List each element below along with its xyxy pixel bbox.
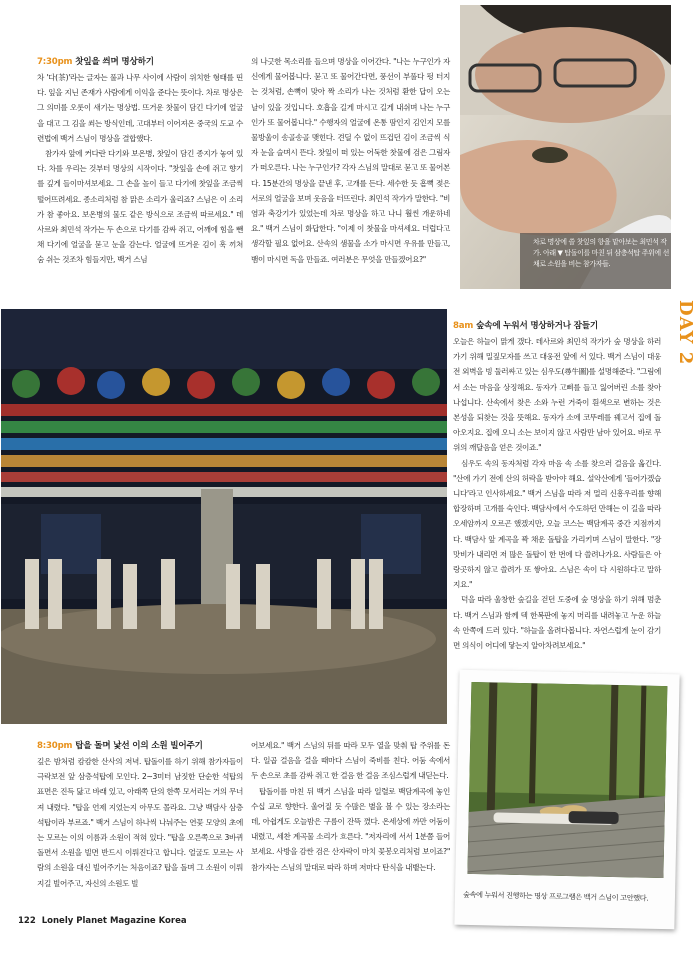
forest-illustration <box>467 682 667 878</box>
paragraph: 참가자 앞에 커다란 다기와 보온병, 찻잎이 담긴 종지가 놓여 있다. 차를 우리는 것부터 명상의 시작이다. "찻잎을 손에 쥐고 향기를 깊게 들이마셔보세요. 그 손을 높이 들고 다기에 찻잎을 조금씩 떨어뜨려세요. 종소리처럼 참 맑은 소리가 울리죠? 스님은 이 소리가 참 좋아요. 보온병의 물도 같은 방식으로 조금씩 따르세요." 데사르와 최민석 작가는 두 손으로 다기를 감싸 쥐고, 어깨에 힘을 뺀 채 다기에 얼굴을 묻고 눈을 감는다. 얼굴에 뜨거운 김이 훅 끼쳐 숨 쉬는 것조차 힘들지만, 백거 스님 <box>37 149 243 265</box>
day-tab-label: DAY 2 <box>675 300 696 366</box>
paragraph: 오늘은 하늘이 맑게 갰다. 데사르와 최민석 작가가 숲 명상을 하러 가기 위해 밀짚모자를 쓰고 대웅전 앞에 서 있다. 백거 스님이 대웅전 외벽을 빙 둘러싸고 있는 심우도(尋牛圖)를 설명해준다. "그림에서 소는 마음을 상징해요. 동자가 고삐를 들고 잃어버린 소를 찾아 나섭니다. 산속에서 찾은 소와 누런 거죽이 흰색으로 변하는 것은 본성을 되찾는 것을 뜻해요. 동자가 소에 코뚜레를 꿰고서 집에 돌아오지요. 집에 오니 소는 보이지 않고 사람만 남아 있어요. 바로 무위의 깨달음을 얻은 것이죠." <box>453 337 661 453</box>
heading-text: 찻잎을 씌며 명상하기 <box>75 57 154 67</box>
article-column-1 <box>37 54 243 268</box>
section-heading-pagoda <box>37 738 243 754</box>
forest-polaroid <box>454 670 679 930</box>
heading-time: 8:30pm <box>37 741 73 751</box>
heading-text: 탑을 돌며 낯선 이의 소원 빌어주기 <box>75 741 203 751</box>
article-column-4 <box>37 738 243 891</box>
article-column-5 <box>251 738 450 875</box>
paragraph: 어보세요." 백거 스님의 뒤를 따라 모두 열을 맞춰 탑 주위를 돈다. 일곱 걸음을 걸을 때마다 스님이 죽비를 친다. 어둠 속에서 두 손으로 초를 감싸 쥐고 한 걸음 한 걸음 조심스럽게 내딛는다. <box>251 741 450 781</box>
paragraph: 탑돌이를 마친 뒤 백거 스님을 따라 일렬로 백담계곡에 놓인 수십 교로 향한다. 울어질 듯 수많은 별을 볼 수 있는 장소라는데, 아쉽게도 오늘밤은 구름이 잔뜩 꼈다. 온세상에 까만 어둠이 내렸고, 세찬 계곡물 소리가 흐른다. "저자리에 서서 1분쯤 들어보세요. 사방을 감싼 검은 산자락이 마치 꽃봉오리처럼 보이죠?" 참가자는 스님의 말대로 따라 하며 저마다 탄식을 내뱉는다. <box>251 786 450 872</box>
article-column-2 <box>251 54 450 267</box>
article-column-3 <box>453 318 661 653</box>
page-number: 122 <box>18 916 36 926</box>
page-folio <box>18 916 187 926</box>
day-tab <box>676 300 698 390</box>
section-heading-forest-meditation <box>453 318 661 334</box>
forest-photo-caption: 숲속에 누워서 진행하는 명상 프로그램은 백거 스님이 고안했다. <box>462 889 649 903</box>
magazine-name: Lonely Planet Magazine Korea <box>41 916 187 926</box>
tea-photo-caption: 차로 명상에 쓸 찻잎의 향을 맡아보는 최민석 작가. 아래 ▼ 탑돌이를 마친 뒤 삼층석탑 주위에 선 채로 소원을 비는 참가자들. <box>533 238 669 268</box>
heading-time: 8am <box>453 321 474 331</box>
paragraph: 의 나긋한 목소리를 들으며 명상을 이어간다. "나는 누구인가 자신에게 물어봅니다. 묻고 또 물어간다면, 풍선이 부풀다 펑 터지는 것처럼, 손뼉이 맞아 짝 소리가 나는 것처럼 환한 답이 오는 날이 있을 것입니다. 호흡을 길게 마시고 길게 내쉬며 나는 누구인가 또 물어봅니다." 수행자의 얼굴에 온통 땀인지 김인지 모를 물방울이 송골송골 맺힌다. 견딜 수 없이 뜨겁던 김이 조금씩 식자 눈을 슬며시 뜬다. 찻잎이 떠 있는 어둑한 찻물에 검은 그림자가 떠오른다. 나는 누구인가? 각자 스님의 말대로 묻고 또 물어본다. 15분간의 명상을 끝낸 후, 고개를 든다. 세수한 듯 흠뻑 젖은 서로의 얼굴을 보며 웃음을 터뜨린다. 최민석 작가가 말한다. "비염과 축강기가 있었는데 차로 명상을 하고 나니 훨씬 개운하네요." 백거 스님이 화답한다. "이제 이 찻물을 마셔세요. 더럽다고 생각할 필요 없어요. 산속의 샘물을 소가 마시면 우유를 만들고, 뱀이 마시면 독을 만들죠. 여러분은 무엇을 만들겠어요?" <box>251 57 450 264</box>
temple-lanterns-illustration <box>1 309 447 724</box>
lantern-temple-photo <box>1 309 447 724</box>
paragraph: 심우도 속의 동자처럼 각자 마음 속 소를 찾으러 걸음을 옮긴다. "산에 가기 전에 산의 허락을 받아야 해요. 설악산에게 '들어가겠습니다'라고 인사하세요." 백거 스님을 따라 저 멀리 신흥우리를 향해 합장하며 고개를 숙인다. 백담사에서 수도하던 만해는 이 길을 따라 오세암까지 오르곤 했겠지만, 오늘 코스는 백담계곡 중간 지점까지다. 백담사 앞 계곡을 꽉 채운 돌탑을 가리키며 스님이 말한다. "장맛비가 내리면 저 많은 돌탑이 한 번에 다 쓸려나가요. 사람들은 아랑곳하지 않고 쓸려가 또 쌓아요. 스님은 속이 다 시원하다고 말하지요." <box>453 458 661 590</box>
heading-text: 숲속에 누워서 명상하거나 잠들기 <box>476 321 598 331</box>
paragraph: 깊은 밤처럼 캄캄한 산사의 저녁. 탑돌이를 하기 위해 참가자들이 극락보전 앞 삼층석탑에 모인다. 2~3미터 남짓한 단순한 석탑의 표면은 진득 닳고 바래 있고, 아래쪽 단의 한쪽 모서리는 거의 무너져 내렸다. "탑을 언제 지었는지 아무도 몰라요. 그냥 백담사 삼층석탑이라 부르죠." 백거 스님이 하나씩 나눠주는 연꽃 모양의 초에는 모르는 이의 이름과 소원이 적혀 있다. "탑을 오른쪽으로 3바퀴 돌면서 소원을 빌면 반드시 이뤄진다고 합니다. 얼굴도 모르는 사람의 소원을 대신 빌어주기는 처음이죠? 탑을 돌며 그 소원이 이뤄지길 빌어주고, 자신의 소원도 빌 <box>37 757 243 888</box>
paragraph: 차 '다(茶)'라는 글자는 풀과 나무 사이에 사람이 위치한 형태를 띤다. 잎을 지닌 존재가 사람에게 이익을 준다는 뜻이다. 차로 명상은 그 의미를 오롯이 새기는 명상법. 뜨거운 찻물이 담긴 다기에 얼굴을 대고 그 김을 쐬는 방식인데, 고대부터 이어져온 중국의 도교 수련법에 백거 스님이 명상을 결합했다. <box>37 73 243 143</box>
forest-photo <box>467 682 667 878</box>
section-heading-tea-meditation <box>37 54 243 70</box>
heading-time: 7:30pm <box>37 57 73 67</box>
paragraph: 덕을 따라 울창한 숲길을 걷던 도중에 숲 명상을 하기 위해 멈춘다. 백거 스님과 함께 덱 한복판에 놓지 머리를 내려놓고 누운 하늘 속 안쪽에 드러 있다. "하늘을 올려다봅니다. 자연스럽게 눈이 감기면 의식이 어디에 닿는지 알아차려보세요." <box>453 595 661 651</box>
